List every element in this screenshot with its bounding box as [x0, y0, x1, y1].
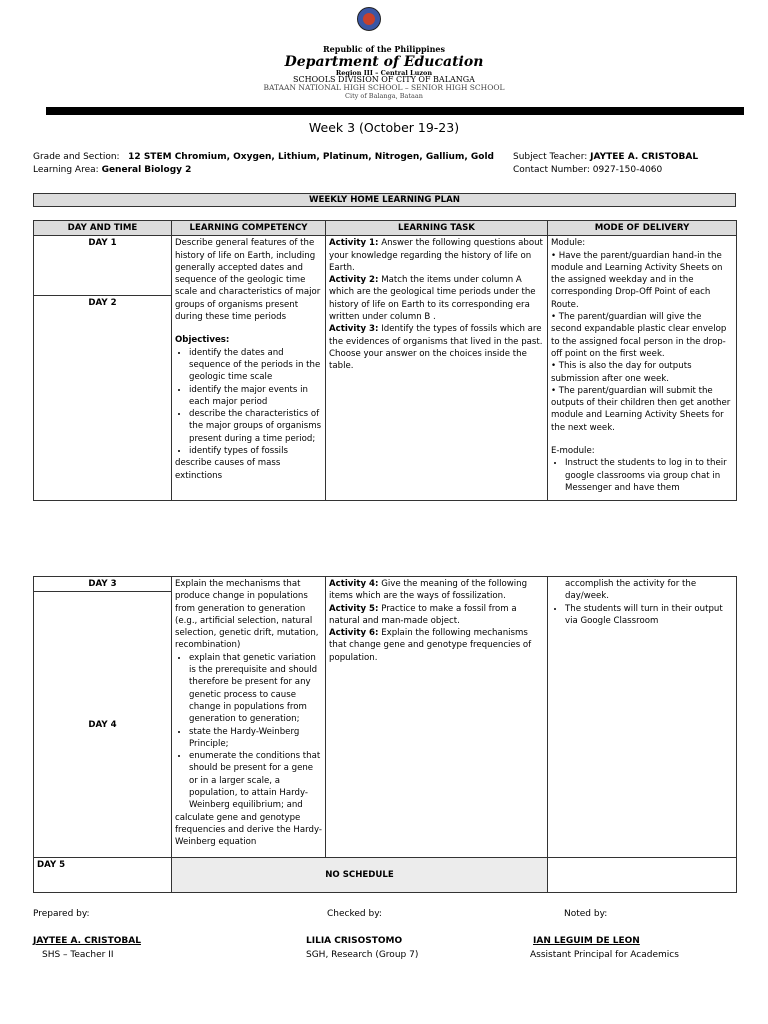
- activity-4: Activity 4: Give the meaning of the following items which are the ways of fossilization.: [329, 579, 528, 602]
- competency-block1: Describe general features of the history of life on Earth, including generally accepted dates and sequence of the geologic time scale and characteristics of major groups of organisms present during these time periods Objectives: • identify the dates and sequence of the periods in the geologic time scale • identify the major events in each major period • describe the characteristics of the major groups of organisms present during a time period; • identify types of fossils describe causes of mass extinctions: [172, 236, 326, 501]
- mode-block2: accomplish the activity for the day/week. • The students will turn in their output via Google Classroom: [548, 577, 737, 858]
- plan-table-week-part1: [33, 220, 737, 501]
- activity-5: Activity 5: Practice to make a fossil from a natural and man-made object.: [329, 603, 517, 626]
- activity-1: Activity 1: Answer the following questions about your knowledge regarding the history of life on Earth.: [329, 238, 543, 273]
- task-block2: [326, 577, 548, 858]
- noted-label: Noted by:: [564, 909, 608, 919]
- mode-block1: Module: • Have the parent/guardian hand-in the module and Learning Activity Sheets on the assigned weekday and in the corresponding Drop-Off Point of each Route. • The parent/guardian will give the second expandable plastic clear envelop to the assigned focal person in the drop-off point on the first week. • This is also the day for outputs submission after one week. • The parent/guardian will submit the outputs of their children then get another module and Learning Activity Sheets for the next week. E-module: • Instruct the students to log in to their google classrooms via group chat in Messenger and have them: [548, 236, 737, 501]
- objectives-list: • identify the dates and sequence of the periods in the geologic time scale • identify the major events in each major period • describe the characteristics of the major groups of organisms present during a time period; • identify types of fossils: [175, 347, 322, 458]
- checked-name: LILIA CRISOSTOMO: [306, 936, 403, 946]
- activity-3: Activity 3: Identify the types of fossils which are the evidences of organisms that lived in the past. Choose your answer on the choices inside the table.: [329, 324, 543, 372]
- division-line: SCHOOLS DIVISION OF CITY OF BALANGA: [293, 75, 475, 84]
- activity-6: Activity 6: Explain the following mechanisms that change gene and genotype frequencies of population.: [329, 628, 532, 663]
- republic-line: Republic of the Philippines: [322, 44, 445, 54]
- school-line: BATAAN NATIONAL HIGH SCHOOL – SENIOR HIGH SCHOOL: [263, 83, 505, 92]
- plan-table-week-part2: [33, 576, 737, 893]
- day-3: DAY 3: [34, 577, 172, 592]
- checked-label: Checked by:: [327, 909, 382, 919]
- subject-teacher: Subject Teacher: JAYTEE A. CRISTOBAL: [513, 152, 699, 162]
- task-block1: [326, 236, 548, 501]
- prepared-role: SHS – Teacher II: [42, 950, 114, 960]
- department-title: Department of Education: [284, 54, 484, 70]
- day-2: DAY 2: [34, 296, 172, 501]
- header-divider: [46, 107, 744, 115]
- learning-area: Learning Area: General Biology 2: [33, 165, 192, 175]
- grade-section: Grade and Section: 12 STEM Chromium, Oxygen, Lithium, Platinum, Nitrogen, Gallium, Gold: [33, 152, 494, 162]
- day-4: DAY 4: [34, 592, 172, 858]
- col-mode: MODE OF DELIVERY: [548, 221, 737, 236]
- col-task: LEARNING TASK: [326, 221, 548, 236]
- region-line: Region III – Central Luzon: [335, 69, 433, 77]
- weekly-plan-title: WEEKLY HOME LEARNING PLAN: [33, 193, 736, 207]
- city-line: City of Balanga, Bataan: [345, 92, 423, 100]
- mode-day5: [548, 858, 737, 893]
- checked-role: SGH, Research (Group 7): [306, 950, 419, 960]
- prepared-label: Prepared by:: [33, 909, 90, 919]
- noted-name: IAN LEGUIM DE LEON: [533, 936, 640, 946]
- prepared-name: JAYTEE A. CRISTOBAL: [33, 936, 141, 946]
- week-title: Week 3 (October 19-23): [308, 120, 460, 135]
- no-schedule: NO SCHEDULE: [172, 858, 548, 893]
- activity-2: Activity 2: Match the items under column A which are the geological time periods under the history of life on Earth to its corresponding era written under column B .: [329, 275, 536, 323]
- contact-number: Contact Number: 0927-150-4060: [513, 165, 663, 175]
- competency-block2: Explain the mechanisms that produce change in populations from generation to generation (e.g., artificial selection, natural selection, genetic drift, mutation, recombination) • explain that genetic variation is the prerequisite and should therefore be present for any genetic process to cause change in populations from generation to generation; • state the Hardy-Weinberg Principle; • enumerate the conditions that should be present for a gene or in a larger scale, a population, to attain Hardy-Weinberg equilibrium; and calculate gene and genotype frequencies and derive the Hardy-Weinberg equation: [172, 577, 326, 858]
- day-1: DAY 1: [34, 236, 172, 296]
- col-competency: LEARNING COMPETENCY: [172, 221, 326, 236]
- competency-bullets: • explain that genetic variation is the prerequisite and should therefore be present for any genetic process to cause change in populations from generation to generation; • state the Hardy-Weinberg Principle; • enumerate the conditions that should be present for a gene or in a larger scale, a population, to attain Hardy-Weinberg equilibrium; and: [175, 652, 322, 812]
- day-5: DAY 5: [34, 858, 172, 893]
- noted-role: Assistant Principal for Academics: [530, 950, 679, 960]
- col-day-time: DAY AND TIME: [34, 221, 172, 236]
- deped-seal-icon: [357, 7, 381, 31]
